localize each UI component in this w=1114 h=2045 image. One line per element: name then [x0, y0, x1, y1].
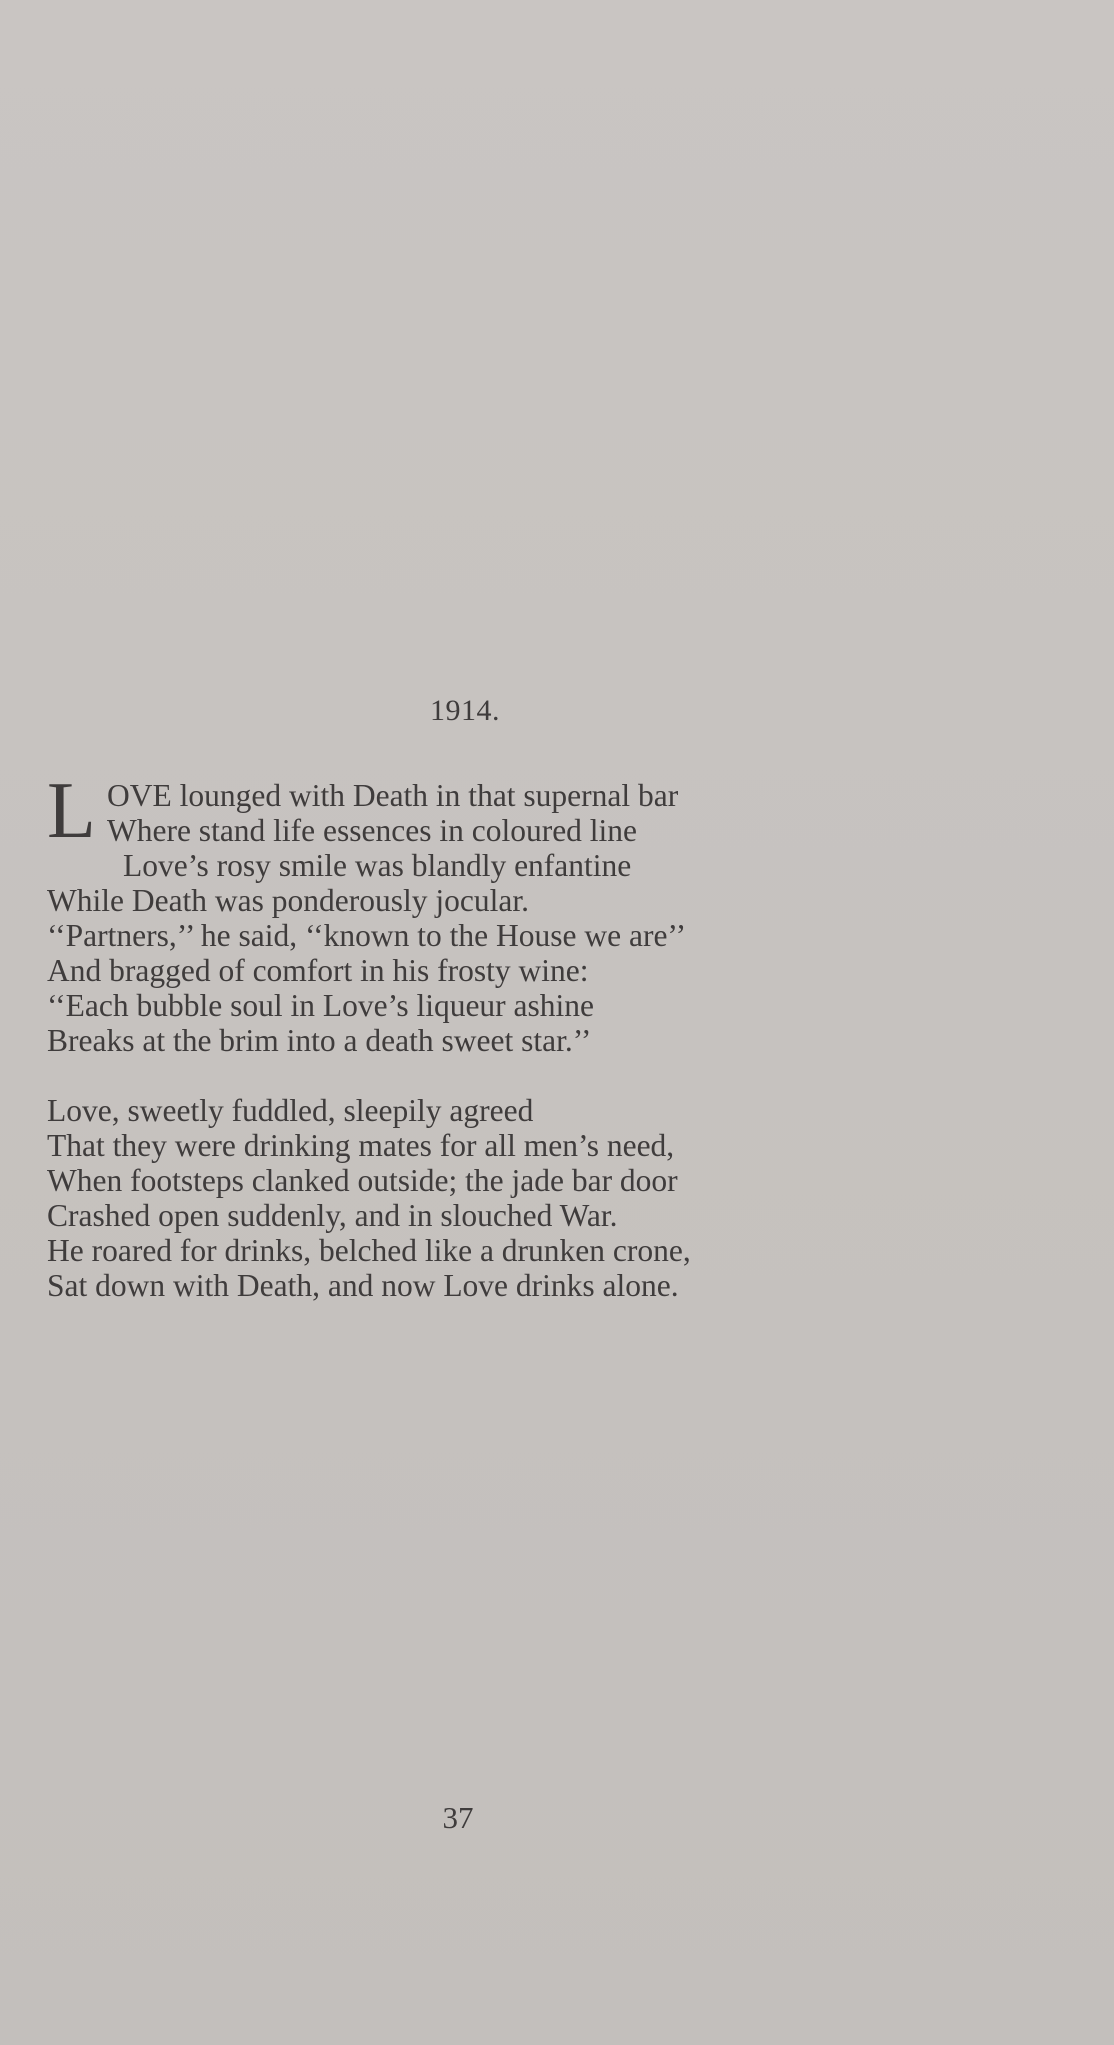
poem-line-14: Sat down with Death, and now Love drinks alone. [47, 1268, 679, 1303]
poem-line-8: Breaks at the brim into a death sweet star.’’ [47, 1023, 592, 1058]
poem-line-4: While Death was ponderously jocular. [47, 883, 529, 918]
poem-line-12: Crashed open suddenly, and in slouched War. [47, 1198, 618, 1233]
poem-line-10: That they were drinking mates for all men’s need, [47, 1128, 675, 1163]
poem-line-3: Love’s rosy smile was blandly enfantine [123, 848, 632, 883]
poem-line-11: When footsteps clanked outside; the jade bar door [47, 1163, 678, 1198]
poem-line-1: OVE lounged with Death in that supernal bar [107, 778, 679, 813]
poem-line-13: He roared for drinks, belched like a drunken crone, [47, 1233, 691, 1268]
poem-line-2: Where stand life essences in coloured line [107, 813, 638, 848]
drop-cap: L [47, 767, 96, 855]
page-number: 37 [442, 1800, 474, 1835]
stanza-break [47, 1058, 927, 1093]
poem-line-5: ‘‘Partners,’’ he said, ‘‘known to the House we are’’ [47, 918, 687, 953]
poem-body [47, 767, 927, 1303]
poem-line-7: ‘‘Each bubble soul in Love’s liqueur ashine [47, 988, 595, 1023]
poem-title: 1914. [430, 694, 500, 727]
poem-line-9: Love, sweetly fuddled, sleepily agreed [47, 1093, 534, 1128]
stanza-1-opening [47, 767, 927, 855]
poem-line-6: And bragged of comfort in his frosty wine: [47, 953, 589, 988]
